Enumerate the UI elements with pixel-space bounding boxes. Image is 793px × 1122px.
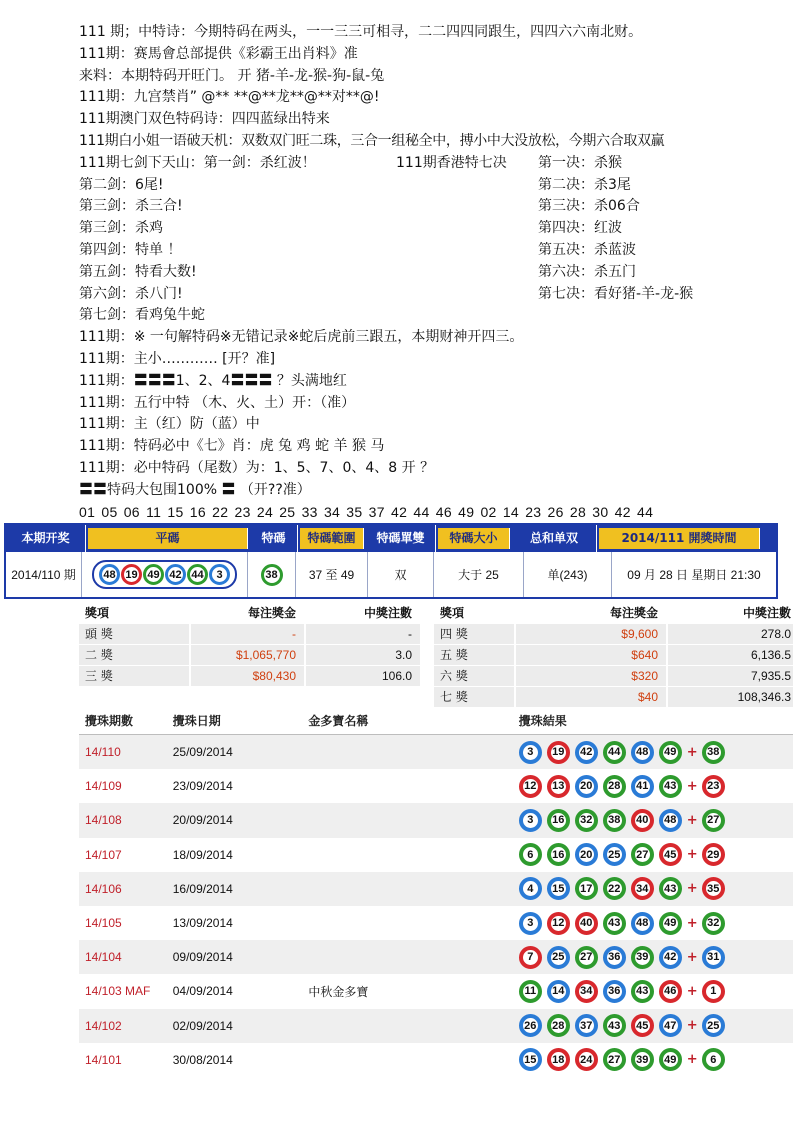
result-ball: 48	[631, 912, 654, 935]
drawn-ball: 48	[99, 564, 120, 585]
draw-date: 13/09/2014	[172, 916, 233, 931]
sword-right-line: 第三决：杀06合	[538, 198, 640, 215]
sword-right-line: 第五决：杀蓝波	[538, 241, 636, 258]
prize-header-cell: 中獎注數	[363, 606, 412, 620]
plus-icon: +	[686, 812, 698, 828]
result-ball: 16	[547, 809, 570, 832]
result-ball: 6	[519, 843, 542, 866]
special-result-ball: 32	[702, 912, 725, 935]
draw-result	[517, 1048, 793, 1071]
prize-name: 七 獎	[434, 687, 514, 707]
result-ball: 46	[659, 980, 682, 1003]
result-ball: 14	[547, 980, 570, 1003]
prize-table	[79, 602, 793, 708]
result-ball: 36	[603, 980, 626, 1003]
draw-number: 14/106	[85, 881, 122, 896]
history-header-cell: 攪珠日期	[172, 714, 221, 728]
draw-date: 20/09/2014	[172, 813, 233, 828]
result-ball: 4	[519, 877, 542, 900]
draw-date: 02/09/2014	[172, 1018, 233, 1033]
plus-icon: +	[686, 983, 698, 999]
special-result-ball: 6	[702, 1048, 725, 1071]
draw-date: 25/09/2014	[172, 745, 233, 760]
result-ball: 43	[631, 980, 654, 1003]
prize-count: 106.0	[304, 666, 420, 686]
sword-left-line: 第二剑：6尾!	[79, 176, 164, 193]
sum-cell: 单(243)	[524, 552, 612, 597]
history-rows	[79, 735, 793, 1077]
special-result-ball: 1	[702, 980, 725, 1003]
range-cell: 37 至 49	[296, 552, 368, 597]
draw-date: 18/09/2014	[172, 847, 233, 862]
header-cell: 特碼範圍	[300, 528, 364, 549]
text-line: 111期：五行中特 （木、火、土）开：（准）	[79, 394, 356, 411]
drawn-numbers	[92, 560, 237, 589]
draw-date: 09/09/2014	[172, 950, 233, 965]
sword-left-line: 第六剑：杀八门!	[79, 285, 183, 302]
result-ball: 3	[519, 912, 542, 935]
sword-line	[79, 284, 793, 306]
time-cell: 09 月 28 日 星期日 21:30	[627, 568, 761, 582]
prediction-text	[79, 22, 793, 523]
result-ball: 43	[659, 775, 682, 798]
prize-count: 108,346.3	[666, 687, 793, 707]
sword-left-line: 第七剑：看鸡兔牛蛇	[79, 307, 205, 324]
text-line: 111期白小姐一语破天机：双数双门旺二珠，三合一组秘全中，搏小中大没放松，今期六合取双赢	[79, 132, 665, 149]
big-small-cell: 大于 25	[434, 552, 524, 597]
special-ball: 38	[261, 564, 283, 586]
history-row	[79, 1009, 793, 1043]
result-ball: 42	[659, 946, 682, 969]
text-line: 111期：主小………… [开？准]	[79, 350, 276, 367]
result-ball: 34	[631, 877, 654, 900]
text-line: 111期：※ 一句解特码※无错记录※蛇后虎前三跟五，本期财神开四三。	[79, 329, 524, 346]
text-line: 111期澳门双色特码诗：四四蓝绿出特来	[79, 111, 330, 128]
special-cell	[248, 552, 296, 597]
text-line: 111期：必中特码（尾数）为：1、5、7、0、4、8 开 ？	[79, 459, 435, 476]
history-row	[79, 1043, 793, 1077]
text-line: 111期：赛馬會总部提供《彩霸王出肖料》准	[79, 45, 358, 62]
result-ball: 48	[659, 809, 682, 832]
draw-result	[517, 809, 793, 832]
result-ball: 24	[575, 1048, 598, 1071]
header-cell: 特碼大小	[438, 528, 510, 549]
text-line: 〓〓特码大包围100% 〓 （开??准）	[79, 481, 311, 498]
prize-count: 3.0	[304, 645, 420, 665]
history-header-cell: 金多寶名稱	[308, 714, 369, 728]
plus-icon: +	[686, 915, 698, 931]
draw-number: 14/102	[85, 1018, 122, 1033]
special-result-ball: 25	[702, 1014, 725, 1037]
history-row	[79, 735, 793, 769]
draw-summary-table	[4, 523, 778, 599]
prize-amount: -	[189, 624, 304, 644]
prize-header	[79, 602, 793, 624]
sword-right-line: 第六决：杀五门	[538, 263, 636, 280]
plus-icon: +	[686, 778, 698, 794]
plus-icon: +	[686, 1052, 698, 1068]
draw-number: 14/109	[85, 779, 122, 794]
sword-line	[79, 262, 793, 284]
sword-left-line: 第三剑：杀鸡	[79, 220, 163, 237]
special-result-ball: 29	[702, 843, 725, 866]
result-ball: 12	[519, 775, 542, 798]
plus-icon: +	[686, 847, 698, 863]
history-row	[79, 769, 793, 803]
draw-result	[517, 946, 793, 969]
sword-left-line: 第四剑：特单 ！	[79, 241, 182, 258]
text-line: 来料：本期特码开旺门。 开 猪-羊-龙-猴-狗-鼠-兔	[79, 67, 385, 84]
summary-header	[6, 525, 776, 552]
draw-date: 04/09/2014	[172, 984, 233, 999]
result-ball: 16	[547, 843, 570, 866]
result-ball: 20	[575, 775, 598, 798]
result-ball: 15	[547, 877, 570, 900]
result-ball: 13	[547, 775, 570, 798]
sword-right-line: 第二决：杀3尾	[538, 176, 631, 193]
prize-amount: $320	[514, 666, 666, 686]
result-ball: 45	[659, 843, 682, 866]
draw-date: 23/09/2014	[172, 779, 233, 794]
prize-name: 四 獎	[434, 624, 514, 644]
text-line: 111期：主（红）防（蓝）中	[79, 416, 260, 433]
special-result-ball: 38	[702, 741, 725, 764]
special-result-ball: 35	[702, 877, 725, 900]
history-header-cell: 攪珠結果	[518, 714, 567, 728]
sword-line	[79, 240, 793, 262]
result-ball: 27	[631, 843, 654, 866]
history-row	[79, 974, 793, 1008]
result-ball: 18	[547, 1048, 570, 1071]
history-row	[79, 803, 793, 837]
prize-row	[79, 687, 793, 708]
history-row	[79, 838, 793, 872]
draw-result	[517, 843, 793, 866]
prize-name: 三 獎	[79, 666, 189, 686]
result-ball: 49	[659, 912, 682, 935]
drawn-ball: 42	[165, 564, 186, 585]
result-ball: 43	[603, 912, 626, 935]
prize-row	[79, 624, 793, 645]
result-ball: 43	[603, 1014, 626, 1037]
history-header	[79, 708, 793, 735]
result-ball: 37	[575, 1014, 598, 1037]
drawn-ball: 19	[121, 564, 142, 585]
result-ball: 17	[575, 877, 598, 900]
result-ball: 3	[519, 809, 542, 832]
result-ball: 49	[659, 1048, 682, 1071]
result-ball: 25	[547, 946, 570, 969]
number-list: 01 05 06 11 15 16 22 23 24 25 33 34 35 37 42 44 46 49 02 14 23 26 28 30 42 44	[79, 503, 654, 520]
prize-count: 278.0	[666, 624, 793, 644]
draw-result	[517, 775, 793, 798]
special-result-ball: 23	[702, 775, 725, 798]
sword-left-line: 第三剑：杀三合!	[79, 198, 183, 215]
draw-date: 16/09/2014	[172, 881, 233, 896]
draw-result	[517, 1014, 793, 1037]
sword-line	[79, 153, 793, 175]
text-line: 111期：九宫禁肖” @** **@**龙**@**对**@!	[79, 89, 380, 106]
result-ball: 40	[631, 809, 654, 832]
result-ball: 32	[575, 809, 598, 832]
result-ball: 44	[603, 741, 626, 764]
drawn-ball: 3	[209, 564, 230, 585]
result-ball: 7	[519, 946, 542, 969]
result-ball: 45	[631, 1014, 654, 1037]
special-result-ball: 27	[702, 809, 725, 832]
header-cell: 特碼	[250, 525, 298, 552]
sword-line	[79, 196, 793, 218]
sword-right-line: 第一决：杀猴	[538, 154, 622, 171]
result-ball: 41	[631, 775, 654, 798]
sword-line	[79, 175, 793, 197]
draw-result	[517, 980, 793, 1003]
draw-result	[517, 741, 793, 764]
history-header-cell: 攪珠期數	[85, 714, 134, 728]
header-cell: 本期开奖	[6, 525, 86, 552]
result-ball: 25	[603, 843, 626, 866]
sword-left-line: 第五剑：特看大数!	[79, 263, 197, 280]
result-ball: 40	[575, 912, 598, 935]
prize-header-cell: 獎項	[440, 606, 465, 620]
result-ball: 39	[631, 946, 654, 969]
result-ball: 20	[575, 843, 598, 866]
header-cell: 平碼	[88, 528, 248, 549]
draw-number: 14/104	[85, 950, 122, 965]
result-ball: 3	[519, 741, 542, 764]
prize-header-cell: 中獎注數	[742, 606, 791, 620]
draw-number: 14/110	[85, 745, 121, 760]
result-ball: 43	[659, 877, 682, 900]
prize-count: 7,935.5	[666, 666, 793, 686]
history-row	[79, 872, 793, 906]
plus-icon: +	[686, 949, 698, 965]
prize-header-cell: 每注獎金	[609, 606, 658, 620]
sword-line	[79, 218, 793, 240]
history-row	[79, 906, 793, 940]
draw-number: 14/101	[85, 1052, 122, 1067]
prize-header-cell: 每注獎金	[247, 606, 296, 620]
sword-right-line: 第七决：看好猪-羊-龙-猴	[538, 285, 694, 302]
prize-name: 頭 獎	[79, 624, 189, 644]
draw-number: 14/108	[85, 813, 122, 828]
draw-result	[517, 912, 793, 935]
drawn-ball: 44	[187, 564, 208, 585]
result-ball: 26	[519, 1014, 542, 1037]
plus-icon: +	[686, 744, 698, 760]
sword-right-line: 第四决：红波	[538, 220, 622, 237]
history-row	[79, 940, 793, 974]
result-ball: 12	[547, 912, 570, 935]
result-ball: 28	[603, 775, 626, 798]
summary-row	[6, 552, 776, 597]
text-line: 111 期；中特诗：今期特码在两头，一一三三可相寻，二二四四同跟生，四四六六南北财。	[79, 24, 643, 40]
prize-count: 6,136.5	[666, 645, 793, 665]
numbers-cell	[82, 552, 248, 597]
result-ball: 39	[631, 1048, 654, 1071]
result-ball: 19	[547, 741, 570, 764]
result-ball: 28	[547, 1014, 570, 1037]
prize-count: -	[304, 624, 420, 644]
result-ball: 34	[575, 980, 598, 1003]
prize-header-cell: 獎項	[85, 606, 110, 620]
sword-heading: 111期香港特七决	[396, 154, 507, 171]
draw-number: 14/107	[85, 847, 122, 862]
prize-amount: $640	[514, 645, 666, 665]
prize-name: 五 獎	[434, 645, 514, 665]
header-cell: 2014/111 開獎時間	[599, 528, 760, 549]
header-cell: 特碼單雙	[366, 525, 436, 552]
header-cell: 总和单双	[512, 525, 597, 552]
draw-number: 14/103 MAF	[85, 984, 151, 999]
draw-number: 14/105	[85, 916, 122, 931]
special-result-ball: 31	[702, 946, 725, 969]
result-ball: 38	[603, 809, 626, 832]
result-ball: 48	[631, 741, 654, 764]
prize-row	[79, 666, 793, 687]
result-ball: 42	[575, 741, 598, 764]
prize-amount: $40	[514, 687, 666, 707]
odd-even-cell: 双	[368, 552, 434, 597]
period-cell: 2014/110 期	[6, 552, 82, 597]
jackpot-name: 中秋金多寶	[308, 984, 369, 999]
plus-icon: +	[686, 881, 698, 897]
text-line: 111期：〓〓〓1、2、4〓〓〓 ？头满地红	[79, 372, 347, 389]
result-ball: 36	[603, 946, 626, 969]
result-ball: 11	[519, 980, 542, 1003]
draw-date: 30/08/2014	[172, 1052, 233, 1067]
prize-amount: $1,065,770	[189, 645, 304, 665]
prize-row	[79, 645, 793, 666]
result-ball: 47	[659, 1014, 682, 1037]
sword-left-line: 111期七剑下天山：第一剑：杀红波！	[79, 154, 316, 171]
result-ball: 27	[575, 946, 598, 969]
result-ball: 27	[603, 1048, 626, 1071]
prize-amount: $9,600	[514, 624, 666, 644]
result-ball: 49	[659, 741, 682, 764]
result-ball: 22	[603, 877, 626, 900]
result-ball: 15	[519, 1048, 542, 1071]
prize-name: 二 獎	[79, 645, 189, 665]
results-history-table	[79, 708, 793, 1077]
plus-icon: +	[686, 1018, 698, 1034]
prize-name: 六 獎	[434, 666, 514, 686]
draw-result	[517, 877, 793, 900]
sword-line	[79, 305, 793, 327]
prize-amount: $80,430	[189, 666, 304, 686]
text-line: 111期：特码必中《七》肖：虎 兔 鸡 蛇 羊 猴 马	[79, 438, 385, 455]
drawn-ball: 49	[143, 564, 164, 585]
